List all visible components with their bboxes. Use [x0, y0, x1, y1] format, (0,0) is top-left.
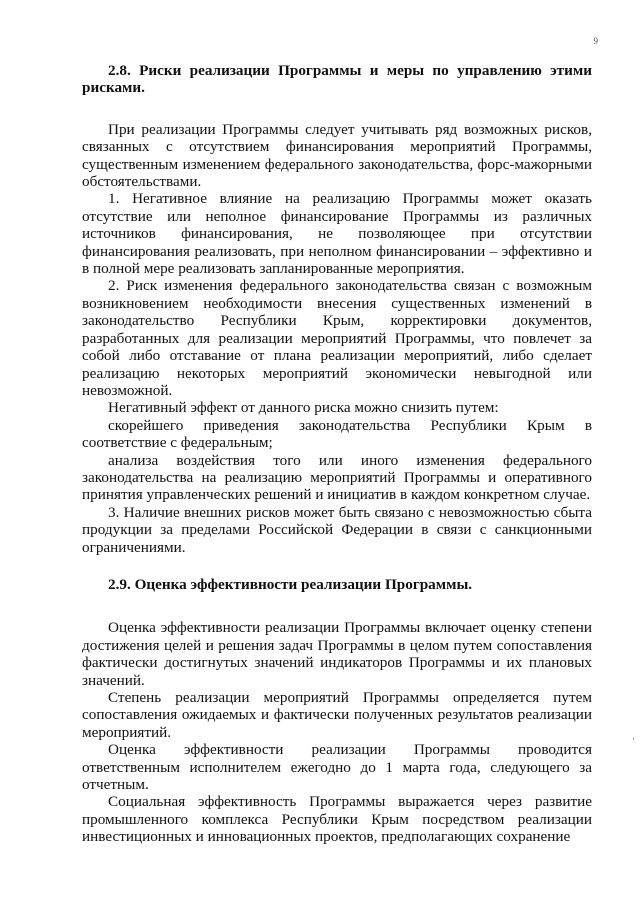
paragraph: анализа воздействия того или иного изменения федерального законодательства на реализацию мероприятий Программы и оперативного принятия управленческих решений и инициатив в каждом конкретном случае.	[82, 451, 592, 504]
paragraph: Негативный эффект от данного риска можно снизить путем:	[108, 399, 499, 417]
document-body	[82, 62, 592, 846]
section-heading-risks: 2.8. Риски реализации Программы и меры по управлению этими рисками.	[82, 62, 592, 97]
paragraph: 3. Наличие внешних рисков может быть связано с невозможностью сбыта продукции за пределами Российской Федерации в связи с санкционными ограничениями.	[82, 503, 592, 556]
paragraph: 1. Негативное влияние на реализацию Программы может оказать отсутствие или неполное финансирование Программы из различных источников финансирования, не позволяющее при отсутствии финансирования реализовать, при неполном финансировании – эффективно и в полной мере реализовать запланированные мероприятия.	[82, 190, 592, 278]
page-number: 9	[593, 36, 598, 46]
paragraph: скорейшего приведения законодательства Республики Крым в соответствие с федеральным;	[82, 416, 592, 452]
scan-speck	[633, 737, 634, 740]
paragraph: Степень реализации мероприятий Программы определяется путем сопоставления ожидаемых и фактически полученных результатов реализации мероприятий.	[82, 689, 592, 741]
paragraph: При реализации Программы следует учитывать ряд возможных рисков, связанных с отсутствием финансирования мероприятий Программы, существенным изменением федерального законодательства, форс-мажорными обстоятельствами.	[82, 120, 592, 191]
paragraph: Оценка эффективности реализации Программы включает оценку степени достижения целей и решения задач Программы в целом путем сопоставления фактически достигнутых значений индикаторов Программы и их плановых значений.	[82, 619, 592, 689]
paragraph: Оценка эффективности реализации Программы проводится ответственным исполнителем ежегодно до 1 марта года, следующего за отчетным.	[82, 741, 592, 794]
paragraph: 2. Риск изменения федерального законодательства связан с возможным возникновением необходимости внесения существенных изменений в законодательство Республики Крым, корректировки документов, разработанных для реализации мероприятий Программы, что повлечет за собой либо отставание от плана реализации мероприятий, либо сделает реализацию некоторых мероприятий экономически невыгодной или невозможной.	[82, 277, 592, 399]
section-heading-efficiency: 2.9. Оценка эффективности реализации Программы.	[108, 575, 473, 593]
paragraph: Социальная эффективность Программы выражается через развитие промышленного комплекса Республики Крым посредством реализации инвестиционных и инновационных проектов, предполагающих сохранение	[82, 793, 592, 846]
